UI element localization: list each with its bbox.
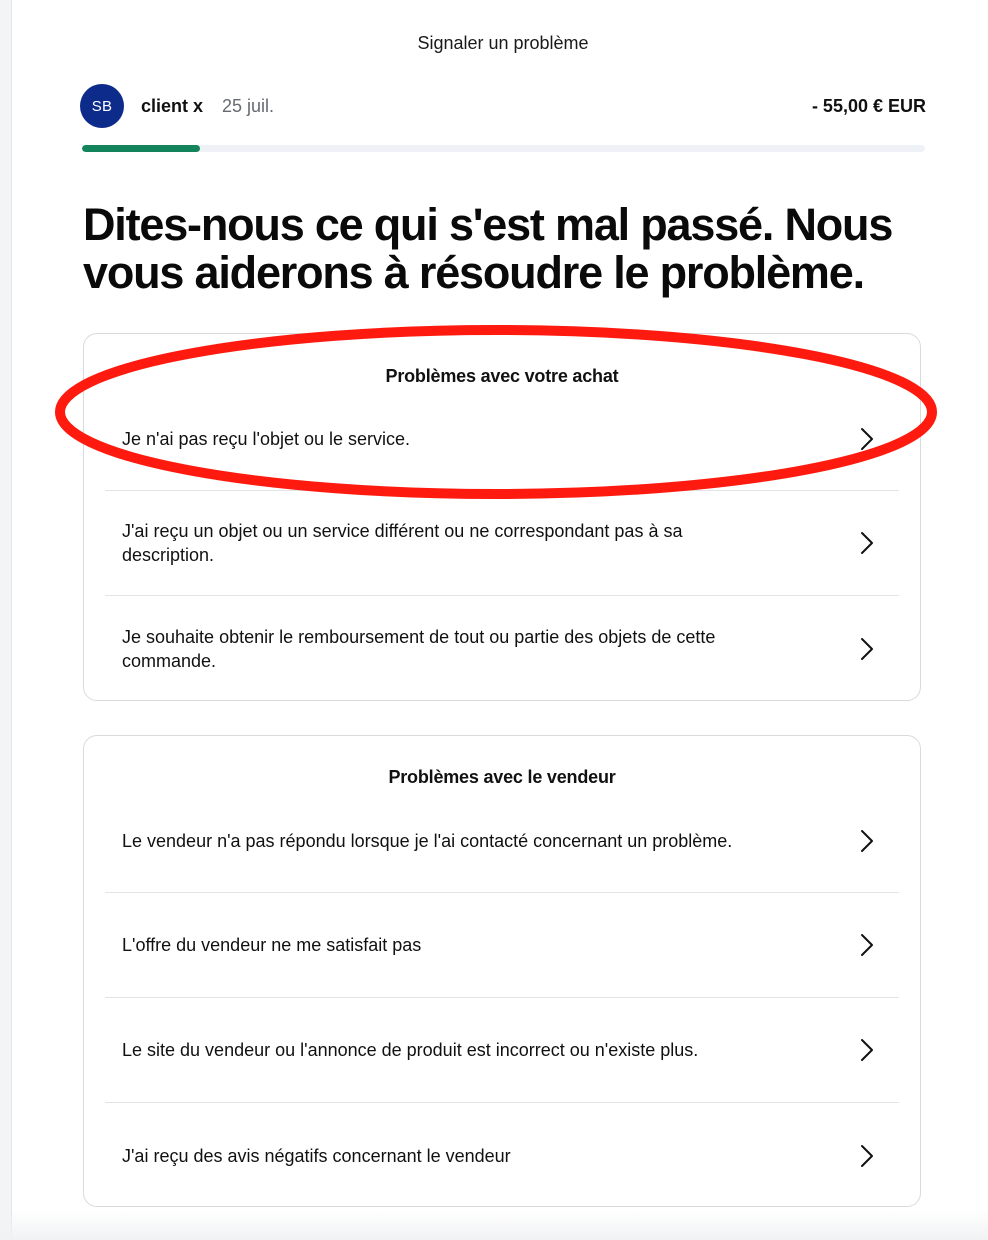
client-name: client x [141,96,204,116]
left-rail [0,0,12,1240]
chevron-right-icon [855,531,879,555]
page-heading: Signaler un problème [417,33,589,53]
page-title: Dites-nous ce qui s'est mal passé. Nous vous aiderons à résoudre le problème. [83,199,893,298]
option-item-not-as-described[interactable] [105,491,899,596]
chevron-right-icon [855,427,879,451]
progress-fill [82,145,200,152]
progress-bar [82,145,925,152]
chevron-right-icon [855,933,879,957]
option-item-seller-no-response[interactable] [105,789,899,893]
purchase-issues-card [83,333,921,701]
option-item-refund-request[interactable] [105,596,899,701]
option-item-seller-negative-reviews[interactable] [105,1103,899,1208]
option-label: Je souhaite obtenir le remboursement de tout ou partie des objets de cette commande. [122,626,716,671]
transaction-date: 25 juil. [222,96,275,116]
bottom-fade [0,1210,988,1240]
option-label: J'ai reçu des avis négatifs concernant le vendeur [122,1145,511,1166]
transaction-amount: - 55,00 € EUR [811,96,926,116]
transaction-summary [80,84,926,128]
chevron-right-icon [855,1038,879,1062]
option-label: Le site du vendeur ou l'annonce de produit est incorrect ou n'existe plus. [122,1040,699,1060]
option-label: L'offre du vendeur ne me satisfait pas [122,935,422,955]
option-label: J'ai reçu un objet ou un service différent ou ne correspondant pas à sa description. [122,521,683,565]
seller-issues-card [83,735,921,1207]
chevron-right-icon [855,829,879,853]
option-item-not-received[interactable] [105,387,899,491]
section-title-seller: Problèmes avec le vendeur [388,767,616,787]
avatar: SB [80,84,124,128]
option-item-seller-offer-unsatisfactory[interactable] [105,893,899,998]
chevron-right-icon [855,1144,879,1168]
chevron-right-icon [855,637,879,661]
option-label: Je n'ai pas reçu l'objet ou le service. [122,428,411,449]
option-label: Le vendeur n'a pas répondu lorsque je l'ai contacté concernant un problème. [122,830,733,851]
option-item-seller-site-incorrect[interactable] [105,998,899,1103]
section-title-purchase: Problèmes avec votre achat [385,366,619,386]
